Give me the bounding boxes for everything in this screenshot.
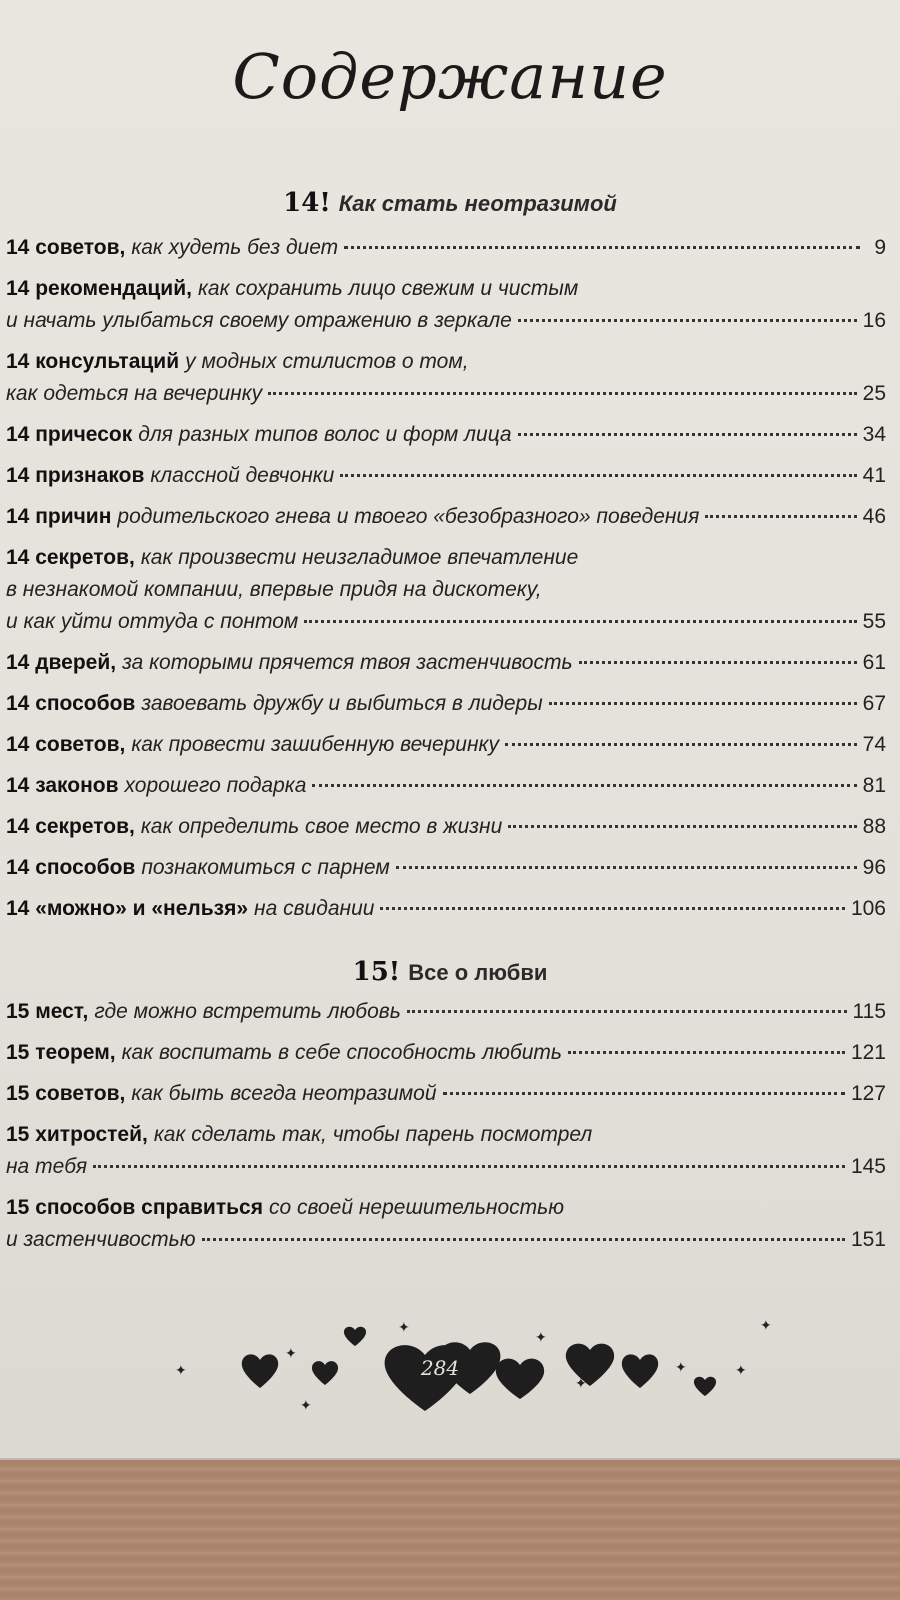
toc-entry-count: 14 законов (6, 774, 119, 797)
toc-list-section-2 (6, 996, 886, 1265)
toc-entry (6, 232, 886, 264)
toc-page-number: 55 (862, 610, 886, 633)
toc-entry-line (6, 811, 886, 843)
toc-entry-text: на свидании (254, 897, 375, 920)
dot-leader (202, 1238, 845, 1241)
toc-entry-count: 15 советов, (6, 1082, 126, 1105)
toc-entry-line (6, 1119, 886, 1151)
star-icon: ✦ (575, 1376, 587, 1392)
section-number: 15! (352, 957, 401, 987)
toc-entry-text: познакомиться с парнем (141, 856, 390, 879)
toc-entry-line (6, 378, 886, 410)
toc-entry-text: где можно встретить любовь (94, 1000, 401, 1023)
toc-entry (6, 419, 886, 451)
star-icon: ✦ (175, 1363, 187, 1379)
toc-entry-text: как быть всегда неотразимой (131, 1082, 437, 1105)
toc-entry-text: как воспитать в себе способность любить (121, 1041, 562, 1064)
toc-entry-line (6, 1037, 886, 1069)
star-icon: ✦ (760, 1320, 772, 1334)
toc-entry-line (6, 1078, 886, 1110)
toc-entry-text: как провести зашибенную вечеринку (131, 733, 499, 756)
toc-page-number: 74 (862, 733, 886, 756)
toc-page-number: 127 (850, 1082, 886, 1105)
toc-page-number: 96 (862, 856, 886, 879)
toc-entry (6, 1078, 886, 1110)
toc-entry-count: 14 консультаций (6, 350, 180, 373)
section-heading-2 (0, 957, 900, 987)
star-icon: ✦ (735, 1363, 747, 1379)
toc-entry-text: как произвести неизгладимое впечатление (140, 546, 579, 569)
toc-entry-line (6, 770, 886, 802)
dot-leader (443, 1092, 845, 1095)
toc-entry (6, 729, 886, 761)
dot-leader (304, 620, 856, 623)
toc-entry-count: 14 способов (6, 856, 136, 879)
toc-entry-line (6, 419, 886, 451)
toc-entry (6, 542, 886, 638)
page-number: 284 (420, 1356, 460, 1380)
toc-entry (6, 647, 886, 679)
toc-entry-line (6, 346, 886, 378)
heart-icon (312, 1361, 338, 1385)
dot-leader (407, 1010, 847, 1013)
star-icon: ✦ (398, 1320, 410, 1336)
toc-entry-count: 14 советов, (6, 236, 126, 259)
toc-entry-text: на тебя (6, 1155, 88, 1178)
toc-page-number: 115 (852, 1000, 886, 1023)
toc-entry-count: 14 секретов, (6, 815, 135, 838)
star-icon: ✦ (285, 1346, 297, 1362)
toc-entry-text: завоевать дружбу и выбиться в лидеры (141, 692, 543, 715)
toc-page-number: 34 (862, 423, 886, 446)
hearts-ornament (170, 1320, 790, 1430)
toc-entry-line (6, 542, 886, 574)
section-heading-1 (0, 188, 900, 218)
dot-leader (518, 319, 857, 322)
dot-leader (312, 784, 856, 787)
toc-entry-text: хорошего подарка (124, 774, 307, 797)
toc-entry-count: 15 мест, (6, 1000, 89, 1023)
toc-entry-line (6, 501, 886, 533)
toc-entry-line (6, 647, 886, 679)
toc-entry-count: 15 способов справиться (6, 1196, 263, 1219)
toc-entry-line (6, 1151, 886, 1183)
dot-leader (268, 392, 857, 395)
toc-entry-text: и начать улыбаться своему отражению в зеркале (6, 309, 512, 332)
toc-entry-line (6, 688, 886, 720)
toc-entry-count: 14 секретов, (6, 546, 135, 569)
toc-entry-count: 15 хитростей, (6, 1123, 148, 1146)
dot-leader (344, 246, 860, 249)
toc-entry-count: 14 рекомендаций, (6, 277, 192, 300)
toc-entry-text: как худеть без диет (131, 236, 339, 259)
toc-page-number: 81 (862, 774, 886, 797)
toc-entry-count: 14 признаков (6, 464, 145, 487)
toc-entry (6, 273, 886, 337)
toc-page-number: 151 (850, 1228, 886, 1251)
toc-page-number: 9 (874, 236, 886, 259)
toc-entry-line (6, 729, 886, 761)
heart-icon (344, 1327, 366, 1346)
toc-entry (6, 1192, 886, 1256)
toc-entry-text: для разных типов волос и форм лица (138, 423, 512, 446)
heart-icon (622, 1354, 658, 1388)
page-title: Содержание (232, 40, 668, 113)
toc-entry-text: и как уйти оттуда с понтом (6, 610, 299, 633)
toc-page-number: 41 (862, 464, 886, 487)
toc-entry-line (6, 852, 886, 884)
toc-entry-count: 15 теорем, (6, 1041, 116, 1064)
toc-entry (6, 501, 886, 533)
toc-entry-text: как сохранить лицо свежим и чистым (197, 277, 579, 300)
toc-entry (6, 893, 886, 925)
toc-entry-text: за которыми прячется твоя застенчивость (122, 651, 573, 674)
background-surface (0, 1460, 900, 1600)
heart-icon (694, 1377, 716, 1396)
toc-entry-line (6, 1192, 886, 1224)
toc-page-number: 145 (850, 1155, 886, 1178)
toc-entry (6, 460, 886, 492)
dot-leader (340, 474, 856, 477)
star-icon: ✦ (535, 1330, 547, 1346)
star-icon: ✦ (300, 1398, 312, 1414)
toc-entry (6, 1119, 886, 1183)
heart-icon (242, 1354, 278, 1388)
toc-entry-line (6, 1224, 886, 1256)
toc-entry (6, 688, 886, 720)
toc-page-number: 67 (862, 692, 886, 715)
toc-page-number: 121 (850, 1041, 886, 1064)
dot-leader (505, 743, 857, 746)
toc-entry-line (6, 893, 886, 925)
toc-entry-text: родительского гнева и твоего «безобразного» поведения (117, 505, 700, 528)
dot-leader (518, 433, 857, 436)
toc-entry-line (6, 606, 886, 638)
toc-entry-text: как сделать так, чтобы парень посмотрел (153, 1123, 593, 1146)
toc-entry-count: 14 способов (6, 692, 136, 715)
toc-page-number: 16 (862, 309, 886, 332)
toc-entry-text: классной девчонки (150, 464, 335, 487)
toc-entry-text: в незнакомой компании, впервые придя на дискотеку, (6, 578, 542, 601)
toc-entry (6, 770, 886, 802)
toc-entry (6, 996, 886, 1028)
toc-entry (6, 346, 886, 410)
toc-entry-text: и застенчивостью (6, 1228, 196, 1251)
section-title: Все о любви (408, 960, 548, 985)
toc-entry-count: 14 дверей, (6, 651, 117, 674)
toc-entry-text: у модных стилистов о том, (185, 350, 469, 373)
toc-page-number: 46 (862, 505, 886, 528)
toc-entry-count: 14 причин (6, 505, 112, 528)
toc-page-number: 61 (862, 651, 886, 674)
dot-leader (579, 661, 857, 664)
toc-entry-line (6, 273, 886, 305)
toc-list-section-1 (6, 232, 886, 934)
dot-leader (568, 1051, 845, 1054)
toc-entry (6, 852, 886, 884)
heart-icon (566, 1344, 614, 1386)
toc-entry-line (6, 232, 886, 264)
toc-entry-count: 14 «можно» и «нельзя» (6, 897, 249, 920)
toc-entry-line (6, 305, 886, 337)
toc-entry-line (6, 574, 886, 606)
dot-leader (380, 907, 845, 910)
dot-leader (549, 702, 857, 705)
toc-entry-line (6, 460, 886, 492)
toc-entry-text: как определить свое место в жизни (140, 815, 503, 838)
toc-page-number: 106 (850, 897, 886, 920)
dot-leader (508, 825, 856, 828)
toc-entry-text: со своей нерешительностью (268, 1196, 564, 1219)
toc-page-number: 88 (862, 815, 886, 838)
star-icon: ✦ (675, 1360, 687, 1376)
toc-entry-count: 14 советов, (6, 733, 126, 756)
heart-icon (496, 1359, 544, 1399)
toc-entry (6, 1037, 886, 1069)
dot-leader (93, 1165, 845, 1168)
dot-leader (705, 515, 856, 518)
toc-entry-line (6, 996, 886, 1028)
toc-entry-text: как одеться на вечеринку (6, 382, 263, 405)
section-number: 14! (283, 188, 331, 218)
toc-entry-count: 14 причесок (6, 423, 133, 446)
toc-entry (6, 811, 886, 843)
toc-page-number: 25 (862, 382, 886, 405)
section-title: Как стать неотразимой (338, 191, 617, 216)
dot-leader (396, 866, 857, 869)
